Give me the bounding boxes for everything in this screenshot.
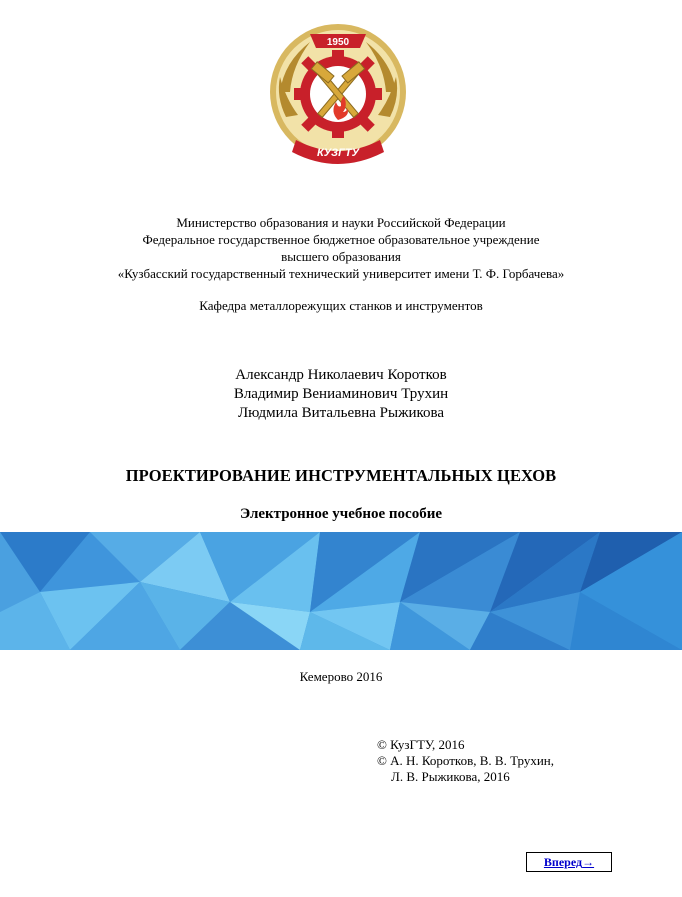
svg-text:1950: 1950	[326, 37, 350, 48]
ministry-line: «Кузбасский государственный технический университет имени Т. Ф. Горбачева»	[117, 266, 565, 281]
next-button[interactable]	[526, 852, 612, 872]
author-name: Людмила Витальевна Рыжикова	[237, 405, 445, 421]
author-name: Владимир Вениаминович Трухин	[233, 386, 449, 402]
next-link[interactable]	[544, 855, 594, 869]
document-subtitle: Электронное учебное пособие	[239, 506, 443, 522]
authors-block	[0, 366, 682, 423]
ministry-line: Федеральное государственное бюджетное образовательное учреждение	[142, 232, 540, 247]
author-name: Александр Николаевич Коротков	[235, 367, 447, 383]
university-emblem-logo	[266, 22, 410, 172]
copyright-line: © А. Н. Коротков, В. В. Трухин,	[377, 753, 555, 768]
copyright-line: © КузГТУ, 2016	[377, 737, 465, 752]
decorative-banner	[0, 532, 682, 650]
document-title: ПРОЕКТИРОВАНИЕ ИНСТРУМЕНТАЛЬНЫХ ЦЕХОВ	[125, 466, 557, 485]
copyright-line: Л. В. Рыжикова, 2016	[391, 769, 510, 784]
department-name: Кафедра металлорежущих станков и инструментов	[199, 298, 483, 313]
city-year: Кемерово 2016	[299, 669, 383, 684]
copyright-block	[377, 737, 554, 785]
svg-text:КУЗГТУ: КУЗГТУ	[316, 147, 360, 159]
arrow-right-icon[interactable]: →	[582, 855, 595, 869]
ministry-block	[0, 214, 682, 282]
next-link-label[interactable]: Вперед	[543, 855, 583, 869]
ministry-line: Министерство образования и науки Российской Федерации	[176, 215, 506, 230]
ministry-line: высшего образования	[281, 249, 401, 264]
